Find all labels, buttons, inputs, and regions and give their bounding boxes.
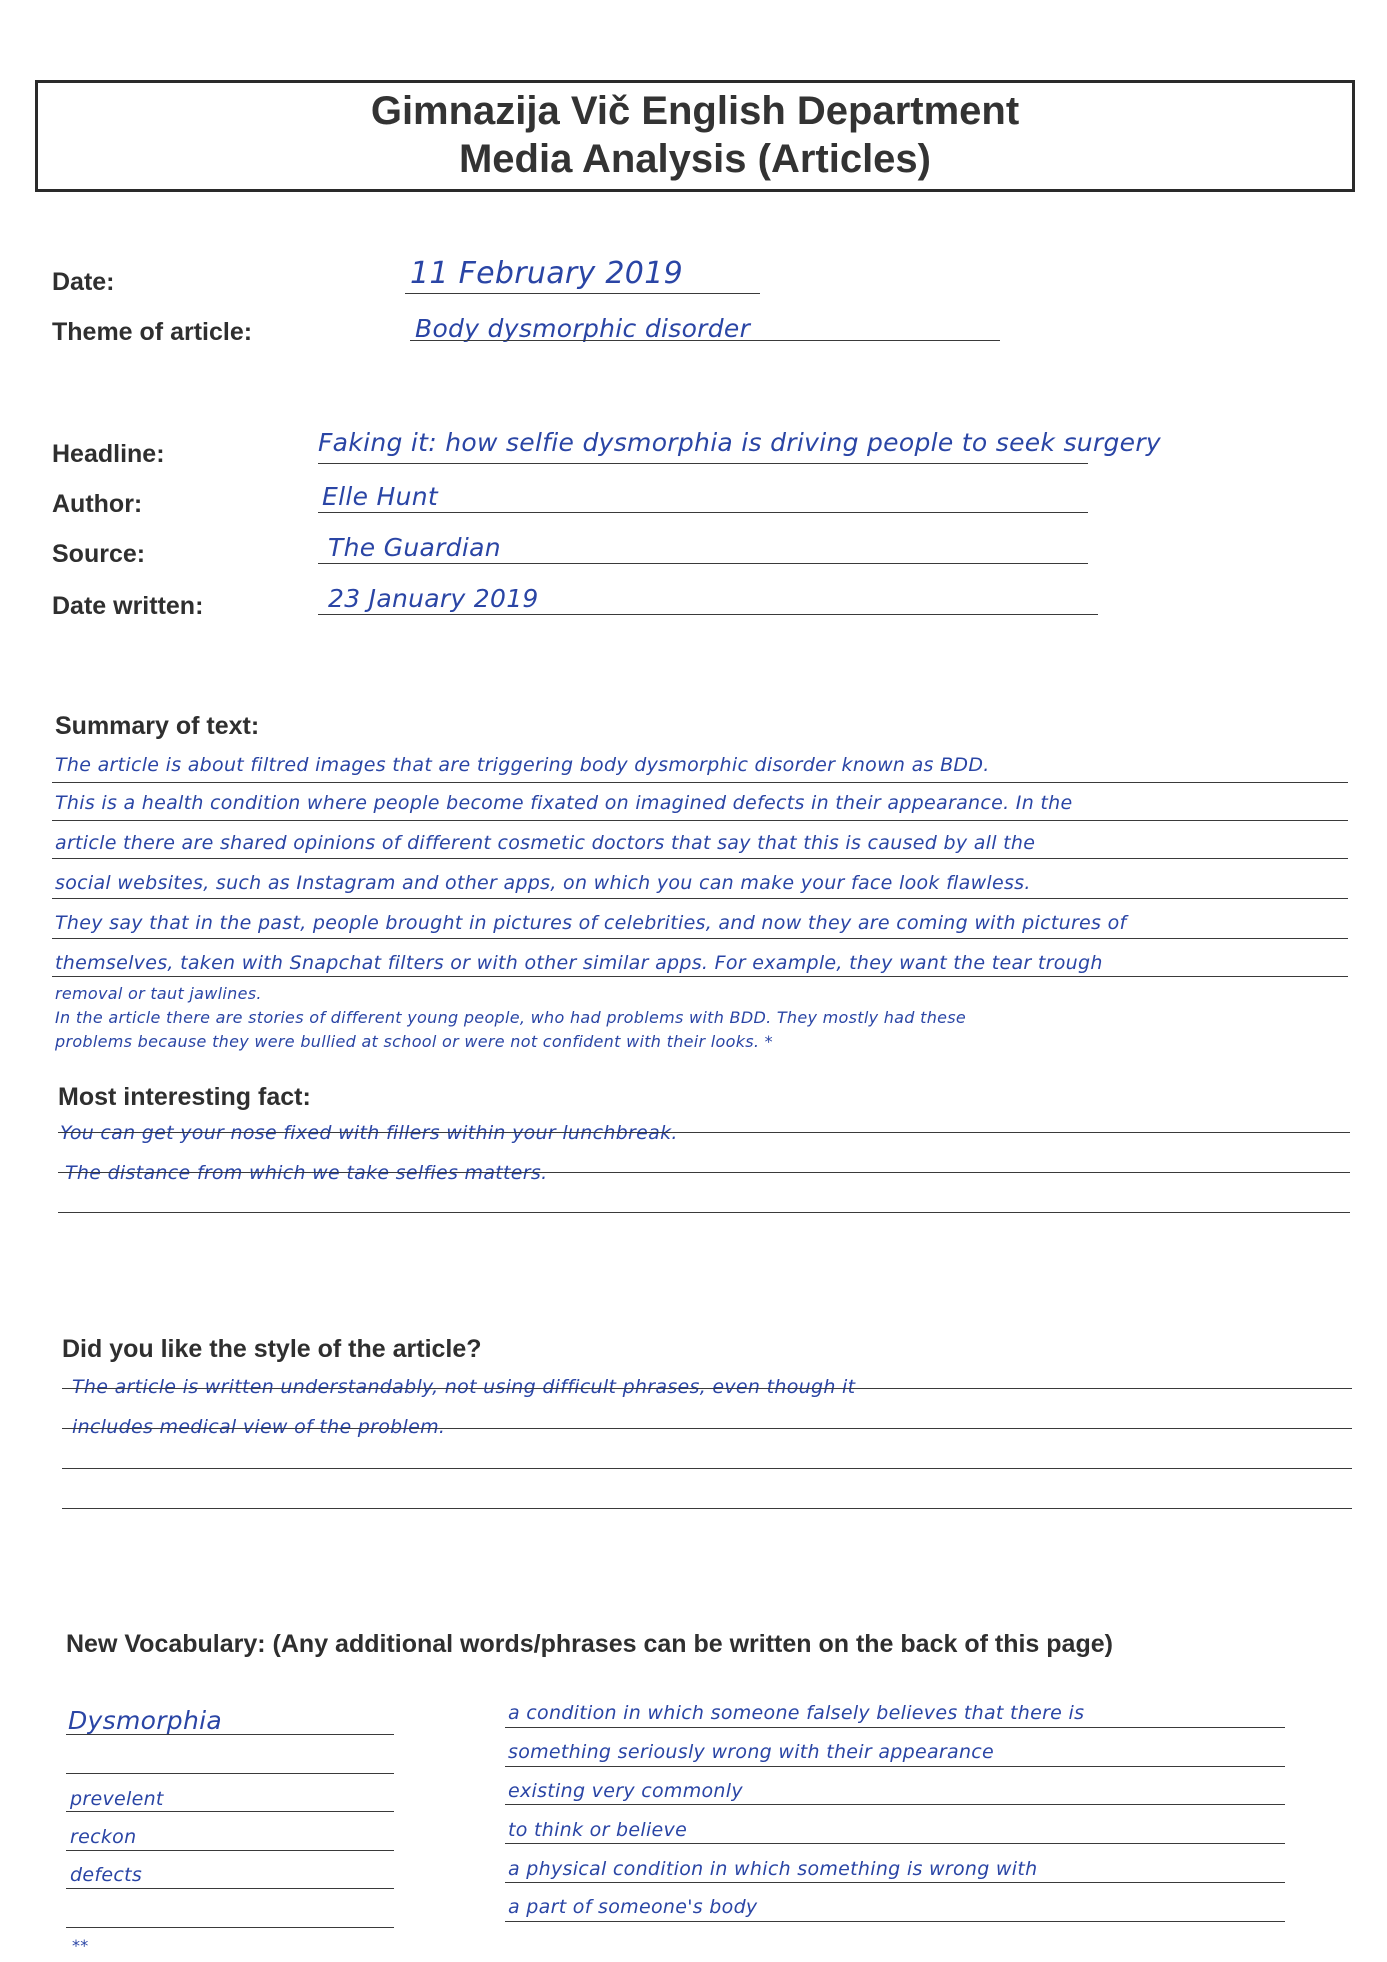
theme-value: Body dysmorphic disorder xyxy=(415,314,751,343)
summary-line-9: problems because they were bullied at school or were not confident with their looks. * xyxy=(55,1032,773,1051)
style-rule-1 xyxy=(62,1388,1352,1389)
header-title-line2: Media Analysis (Articles) xyxy=(458,137,931,181)
summary-line-6: themselves, taken with Snapchat filters or with other similar apps. For example, they want the tear trough xyxy=(55,952,1103,974)
style-rule-4 xyxy=(62,1508,1352,1509)
vocab-word-rule-4 xyxy=(66,1850,394,1851)
vocab-def-rule-2 xyxy=(505,1766,1285,1767)
headline-label: Headline: xyxy=(52,440,165,468)
interesting-rule-2 xyxy=(58,1172,1350,1173)
interesting-fact-line-2: The distance from which we take selfies matters. xyxy=(65,1162,548,1184)
author-label: Author: xyxy=(52,490,143,518)
summary-line-7: removal or taut jawlines. xyxy=(55,984,262,1003)
vocab-def-rule-6 xyxy=(505,1921,1285,1922)
vocab-word-2: prevelent xyxy=(70,1788,164,1810)
source-label: Source: xyxy=(52,540,146,568)
summary-rule-3 xyxy=(52,858,1348,859)
style-rule-2 xyxy=(62,1428,1352,1429)
vocab-word-rule-2 xyxy=(66,1773,394,1774)
summary-rule-2 xyxy=(52,820,1348,821)
summary-line-4: social websites, such as Instagram and other apps, on which you can make your face look flawless. xyxy=(55,872,1031,894)
vocab-definition-3: existing very commonly xyxy=(508,1780,743,1802)
summary-line-8: In the article there are stories of different young people, who had problems with BDD. They mostly had these xyxy=(55,1008,967,1027)
summary-rule-5 xyxy=(52,938,1348,939)
summary-rule-1 xyxy=(52,782,1348,783)
style-rule-3 xyxy=(62,1468,1352,1469)
author-line xyxy=(318,512,1088,513)
interesting-rule-1 xyxy=(58,1132,1350,1133)
summary-label: Summary of text: xyxy=(55,712,260,740)
vocab-word-4: defects xyxy=(70,1864,143,1886)
headline-value: Faking it: how selfie dysmorphia is driving people to seek surgery xyxy=(318,428,1162,457)
style-line-1: The article is written understandably, not using difficult phrases, even though it xyxy=(72,1376,856,1398)
source-line xyxy=(318,563,1088,564)
vocab-definition-6: a part of someone's body xyxy=(508,1896,758,1918)
vocab-word-3: reckon xyxy=(70,1826,137,1848)
headline-line xyxy=(318,463,1088,464)
header-box xyxy=(35,80,1355,192)
vocab-definition-2: something seriously wrong with their appearance xyxy=(508,1741,995,1763)
date-written-value: 23 January 2019 xyxy=(328,584,539,613)
vocab-def-rule-3 xyxy=(505,1804,1285,1805)
date-written-line xyxy=(318,614,1098,615)
vocab-word-5: ** xyxy=(72,1936,89,1955)
interesting-rule-3 xyxy=(58,1212,1350,1213)
theme-line xyxy=(410,340,1000,341)
vocab-word-rule-5 xyxy=(66,1888,394,1889)
summary-rule-6 xyxy=(52,976,1348,977)
theme-label: Theme of article: xyxy=(52,318,253,346)
date-written-label: Date written: xyxy=(52,592,204,620)
summary-line-2: This is a health condition where people become fixated on imagined defects in their appearance. In the xyxy=(55,792,1073,814)
style-label: Did you like the style of the article? xyxy=(62,1335,482,1363)
summary-line-1: The article is about filtred images that are triggering body dysmorphic disorder known as BDD. xyxy=(55,754,990,776)
vocabulary-label: New Vocabulary: (Any additional words/phrases can be written on the back of this page) xyxy=(66,1630,1113,1658)
source-value: The Guardian xyxy=(328,533,501,562)
vocab-definition-4: to think or believe xyxy=(508,1819,688,1841)
vocab-word-rule-1 xyxy=(66,1734,394,1735)
vocab-word-1: Dysmorphia xyxy=(68,1706,222,1735)
summary-line-3: article there are shared opinions of different cosmetic doctors that say that this is caused by all the xyxy=(55,832,1036,854)
vocab-word-rule-6 xyxy=(66,1927,394,1928)
date-line xyxy=(405,293,760,294)
vocab-word-rule-3 xyxy=(66,1811,394,1812)
date-label: Date: xyxy=(52,268,115,296)
vocab-definition-1: a condition in which someone falsely believes that there is xyxy=(508,1702,1085,1724)
summary-line-5: They say that in the past, people brought in pictures of celebrities, and now they are coming with pictures of xyxy=(55,912,1127,934)
vocab-def-rule-5 xyxy=(505,1882,1285,1883)
vocab-def-rule-1 xyxy=(505,1727,1285,1728)
interesting-fact-label: Most interesting fact: xyxy=(58,1083,311,1111)
interesting-fact-line-1: You can get your nose fixed with fillers within your lunchbreak. xyxy=(60,1122,678,1144)
style-line-2: includes medical view of the problem. xyxy=(72,1416,446,1438)
summary-rule-4 xyxy=(52,898,1348,899)
vocab-definition-5: a physical condition in which something is wrong with xyxy=(508,1858,1038,1880)
author-value: Elle Hunt xyxy=(322,482,439,511)
header-title-line1: Gimnazija Vič English Department xyxy=(370,89,1020,133)
vocab-def-rule-4 xyxy=(505,1843,1285,1844)
date-value: 11 February 2019 xyxy=(410,256,683,291)
